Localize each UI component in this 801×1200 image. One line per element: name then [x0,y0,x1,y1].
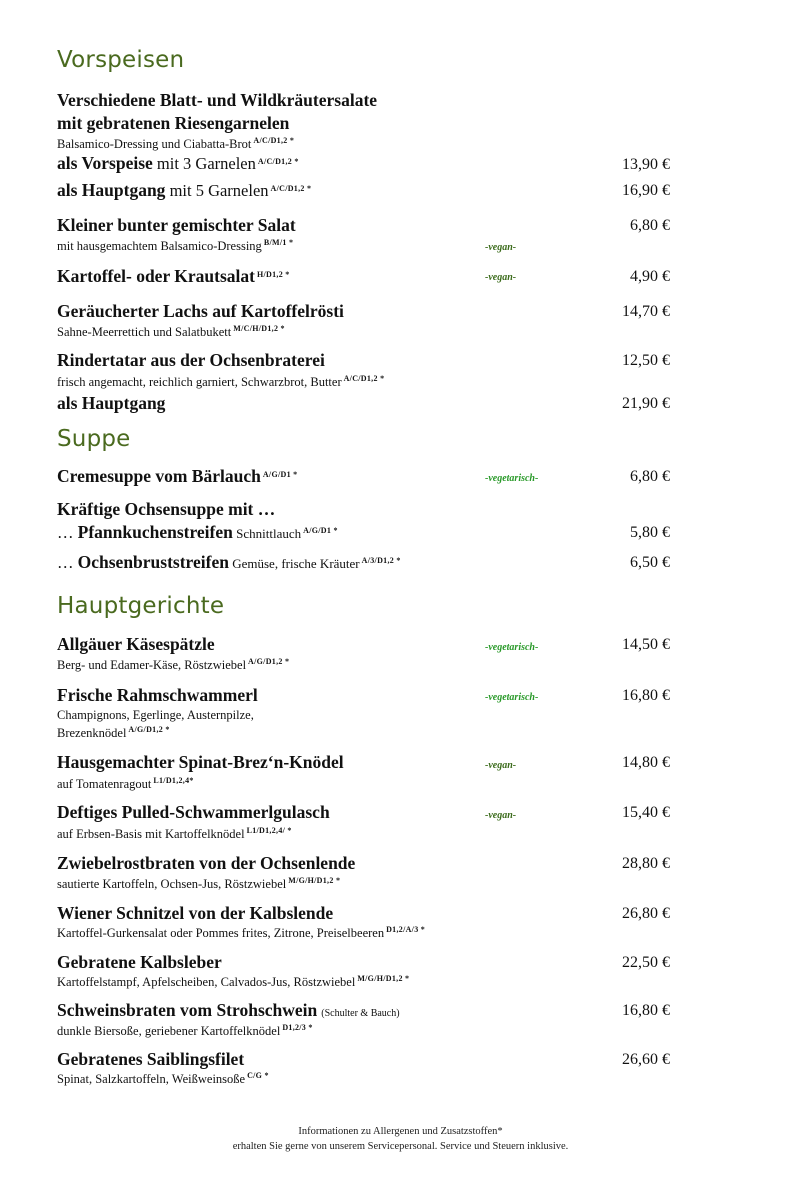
schnitzel-name: Wiener Schnitzel von der Kalbslende [57,903,334,923]
schwammerl-price: 16,80 € [622,687,670,704]
salad-starter-price: 13,90 € [622,156,670,173]
vegan-tag: -vegan- [485,810,517,821]
allergen-code: C/G * [247,1071,269,1080]
section-title-soup: Suppe [57,426,131,452]
kaesespaetzle-description: Berg- und Edamer-Käse, Röstzwiebel $^{A/G/D1,2 *}$ [57,657,290,672]
schwammerl-description-line1: Champignons, Egerlinge, Austernpilze, [57,708,254,722]
oxtail-soup-variant-pancake: … Pfannkuchenstreifen Schnittlauch $^{A/G/D1 *}$ [57,522,338,542]
section-title-starters: Vorspeisen [57,47,185,73]
allergen-code: D1,2/3 * [282,1023,313,1032]
allergen-code: A/G/D1,2 * [248,657,290,666]
schnitzel-price: 26,80 € [622,905,670,922]
rostbraten-description: sautierte Kartoffeln, Ochsen-Jus, Röstzwiebel $^{M/G/H/D1,2 *}$ [57,876,341,891]
rostbraten-name: Zwiebelrostbraten von der Ochsenlende [57,853,356,873]
salad-description: Balsamico-Dressing und Ciabatta-Brot $^{A/C/D1,2 *}$ [57,136,295,151]
potato-salad-name: Kartoffel- oder Krautsalat $^{H/D1,2 *}$ [57,266,290,286]
allergen-code: A/C/D1,2 * [343,374,385,383]
salmon-name: Geräucherter Lachs auf Kartoffelrösti [57,301,344,321]
allergen-code: H/D1,2 * [256,270,290,279]
oxtail-soup-pancake-price: 5,80 € [630,524,670,541]
kaesespaetzle-name: Allgäuer Käsespätzle [57,634,215,654]
allergen-code: A/G/D1 * [262,470,298,479]
section-title-mains: Hauptgerichte [57,593,225,619]
footer-allergen-info: Informationen zu Allergenen und Zusatzstoffen* [298,1126,503,1137]
wild-garlic-soup-name: Cremesuppe vom Bärlauch $^{A/G/D1 *}$ [57,466,298,486]
salad-starter-option: als Vorspeise mit 3 Garnelen $^{A/C/D1,2 *}$ [57,153,299,173]
allergen-code: A/C/D1,2 * [253,136,295,145]
vegetarian-tag: -vegetarisch- [485,692,539,703]
tartare-name: Rindertatar aus der Ochsenbraterei [57,350,325,370]
leber-name: Gebratene Kalbsleber [57,952,222,972]
allergen-code: A/C/D1,2 * [257,157,299,166]
vegan-tag: -vegan- [485,242,517,253]
saibling-description: Spinat, Salzkartoffeln, Weißweinsoße $^{C/G *}$ [57,1071,269,1086]
tartare-price: 12,50 € [622,352,670,369]
allergen-code: M/G/H/D1,2 * [288,876,341,885]
kaesespaetzle-price: 14,50 € [622,636,670,653]
salmon-price: 14,70 € [622,303,670,320]
vegan-tag: -vegan- [485,272,517,283]
potato-salad-price: 4,90 € [630,268,670,285]
rostbraten-price: 28,80 € [622,855,670,872]
leber-price: 22,50 € [622,954,670,971]
tartare-main-price: 21,90 € [622,395,670,412]
allergen-code: M/G/H/D1,2 * [357,974,410,983]
mixed-salad-description: mit hausgemachtem Balsamico-Dressing $^{B/M/1 *}$ [57,238,294,253]
allergen-code: L1/D1,2,4* [153,776,194,785]
allergen-code: B/M/1 * [263,238,294,247]
allergen-code: D1,2/A/3 * [386,925,426,934]
vegetarian-tag: -vegetarisch- [485,642,539,653]
schweinsbraten-description: dunkle Biersoße, geriebener Kartoffelknödel $^{D1,2/3 *}$ [57,1023,313,1038]
gulasch-description: auf Erbsen-Basis mit Kartoffelknödel $^{L1/D1,2,4/ *}$ [57,826,292,841]
gulasch-name: Deftiges Pulled-Schwammerlgulasch [57,802,330,822]
saibling-name: Gebratenes Saiblingsfilet [57,1049,245,1069]
salmon-description: Sahne-Meerrettich und Salatbukett $^{M/C/H/D1,2 *}$ [57,324,285,339]
salad-name-line1: Verschiedene Blatt- und Wildkräutersalate [57,90,378,110]
oxtail-soup-variant-brisket: … Ochsenbruststreifen Gemüse, frische Kräuter $^{A/3/D1,2 *}$ [57,552,401,572]
schweinsbraten-cut-note: (Schulter & Bauch) [321,1008,400,1019]
allergen-code: A/G/D1,2 * [128,725,170,734]
knoedel-description: auf Tomatenragout $^{L1/D1,2,4*}$ [57,776,194,791]
saibling-price: 26,60 € [622,1051,670,1068]
schwammerl-name: Frische Rahmschwammerl [57,685,258,705]
schweinsbraten-name: Schweinsbraten vom Strohschwein (Schulter & Bauch) [57,1000,400,1020]
allergen-code: L1/D1,2,4/ * [246,826,292,835]
allergen-code: A/C/D1,2 * [270,184,312,193]
allergen-code: A/G/D1 * [303,526,338,535]
oxtail-soup-brisket-price: 6,50 € [630,554,670,571]
schnitzel-description: Kartoffel-Gurkensalat oder Pommes frites, Zitrone, Preiselbeeren $^{D1,2/A/3 *}$ [57,925,426,940]
salad-name-line2: mit gebratenen Riesengarnelen [57,113,290,133]
vegetarian-tag: -vegetarisch- [485,473,539,484]
mixed-salad-name: Kleiner bunter gemischter Salat [57,215,296,235]
salad-main-option: als Hauptgang mit 5 Garnelen $^{A/C/D1,2 *}$ [57,180,312,200]
wild-garlic-soup-price: 6,80 € [630,468,670,485]
vegan-tag: -vegan- [485,760,517,771]
oxtail-soup-name: Kräftige Ochsensuppe mit … [57,499,276,519]
footer-service-info: erhalten Sie gerne von unserem Servicepersonal. Service und Steuern inklusive. [232,1141,569,1152]
knoedel-price: 14,80 € [622,754,670,771]
allergen-code: M/C/H/D1,2 * [233,324,285,333]
allergen-code: A/3/D1,2 * [361,556,401,565]
mixed-salad-price: 6,80 € [630,217,670,234]
tartare-description: frisch angemacht, reichlich garniert, Schwarzbrot, Butter $^{A/C/D1,2 *}$ [57,374,385,389]
leber-description: Kartoffelstampf, Apfelscheiben, Calvados-Jus, Röstzwiebel $^{M/G/H/D1,2 *}$ [57,974,410,989]
salad-main-price: 16,90 € [622,182,670,199]
gulasch-price: 15,40 € [622,804,670,821]
schwammerl-description-line2: Brezenknödel $^{A/G/D1,2 *}$ [57,725,170,740]
schweinsbraten-price: 16,80 € [622,1002,670,1019]
tartare-main-option: als Hauptgang [57,393,166,413]
knoedel-name: Hausgemachter Spinat-Brez‘n-Knödel [57,752,344,772]
